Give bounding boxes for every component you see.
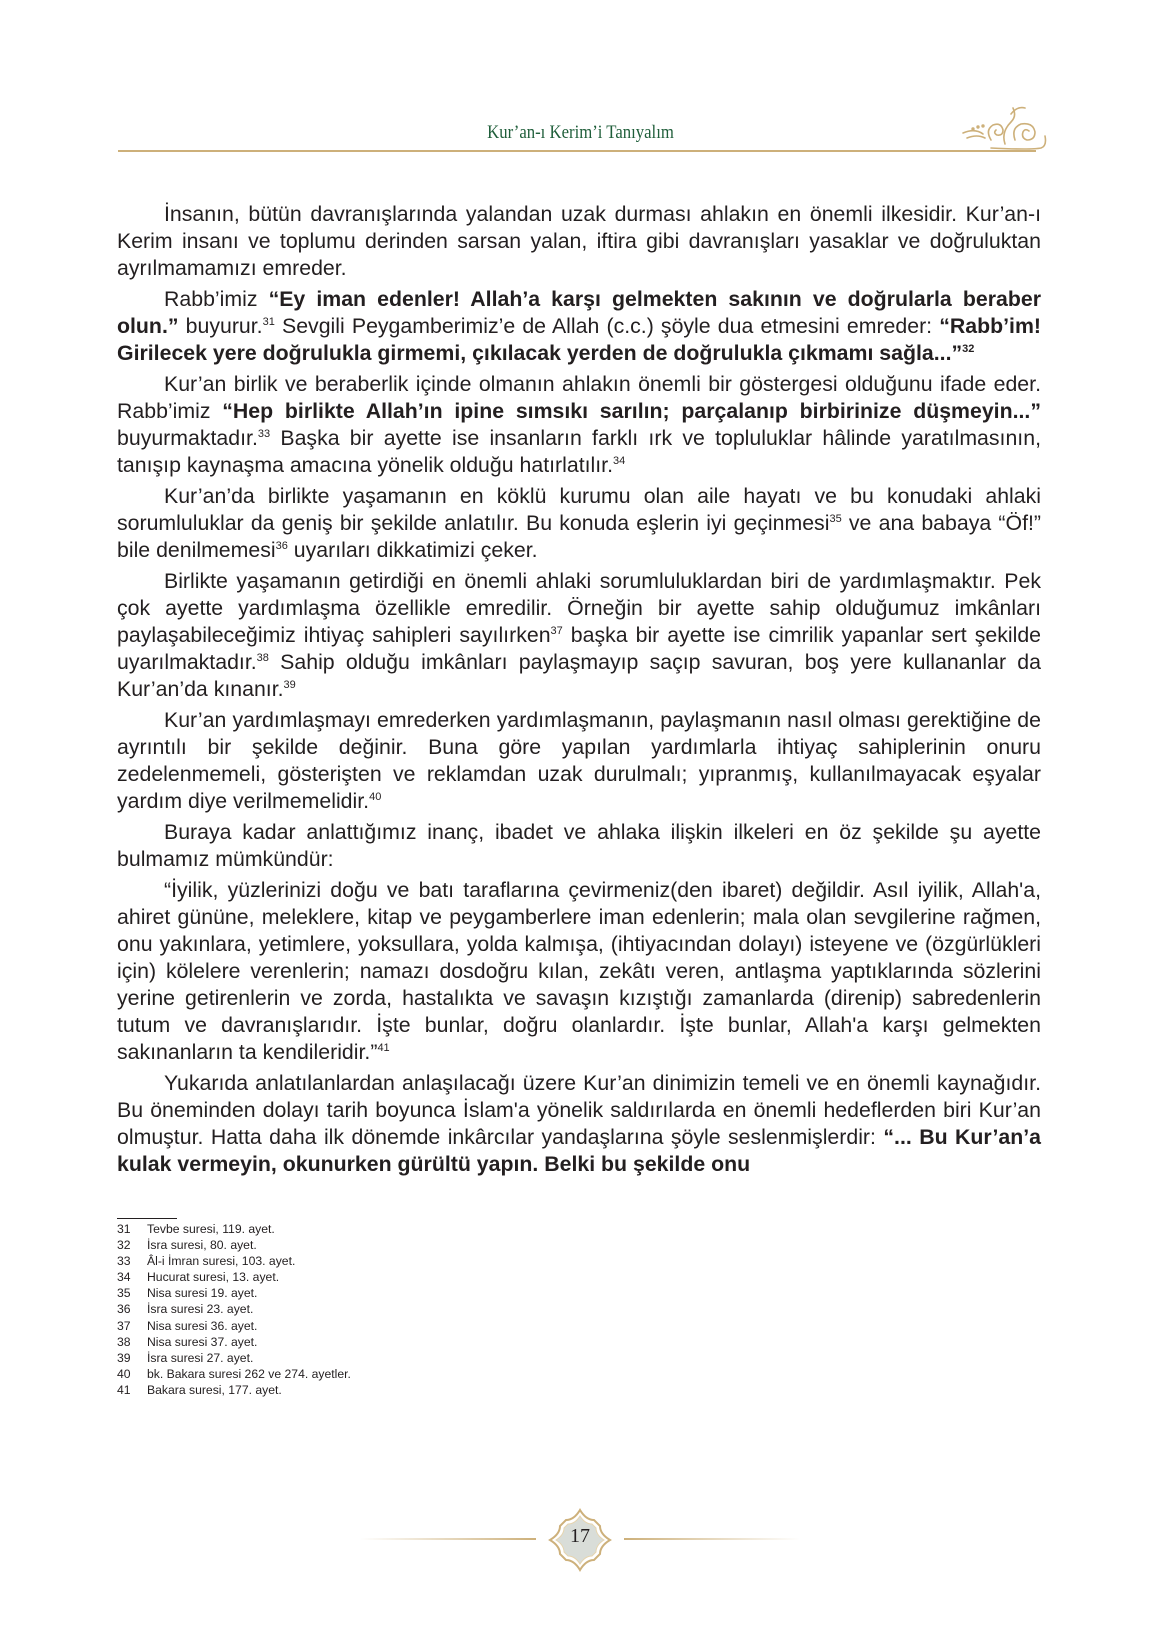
footnote-reference: 39 [283,679,296,691]
body-paragraph [117,568,1041,703]
body-paragraph [117,707,1041,815]
footnote-number: 40 [117,1366,131,1381]
body-paragraph [117,371,1041,479]
body-paragraph [117,286,1041,367]
text-run: Yukarıda anlatılanlardan anlaşılacağı üzere Kur’an dinimizin temeli ve en önemli kaynağıdır. Bu öneminden dolayı tarih boyunca İslam'a yönelik saldırılarda en önemli hedeflerden biri Kur’an olmuştur. Hatta daha ilk dönemde inkârcılar yandaşlarına şöyle seslenmişlerdir: [117,1071,1041,1149]
footnote-text: Nisa suresi 36. ayet. [147,1318,258,1333]
quoted-verse: “Ey iman edenler! Allah’a karşı gelmekten sakının ve doğrularla beraber olun.” [117,287,1041,338]
footnote-number: 31 [117,1222,131,1236]
text-run: Kur’an’da birlikte yaşamanın en köklü kurumu olan aile hayatı ve bu konudaki ahlaki sorumluluklar da geniş bir şekilde anlatılır. Bu konuda eşlerin iyi geçinmesi [117,484,1041,535]
body-paragraph [117,201,1041,282]
footer-rule-right [624,1538,800,1540]
golden-swirl-ornament-icon [961,100,1047,154]
text-run: Rabb’imiz [164,287,269,311]
text-run: Birlikte yaşamanın getirdiği en önemli ahlaki sorumluluklardan biri de yardımlaşmaktır. Pek çok ayette yardımlaşma özellikle emredilir. Örneğin bir ayette sahip olduğumuz imkânları paylaşabileceğimiz ihtiyaç sahipleri sayılırken [117,569,1041,647]
text-run: Kur’an yardımlaşmayı emrederken yardımlaşmanın, paylaşmanın nasıl olması gerektiğine de ayrıntılı bir şekilde değinir. Buna göre yapılan yardımlarla ihtiyaç sahiplerinin onuru zedelenmemeli, gösterişten ve reklamdan uzak durulmalı; yıpranmış, kullanılmayacak eşyalar yardım diye verilmemelidir. [117,708,1041,813]
footnote-text: Nisa suresi 37. ayet. [147,1334,258,1349]
body-paragraph [117,877,1041,1066]
text-run: başka bir ayette ise cimrilik yapanlar sert şekilde uyarılmaktadır. [117,623,1042,674]
footnote-item [117,1301,351,1317]
footnote-text: İsra suresi, 80. ayet. [147,1238,257,1253]
footnote-separator [117,1218,177,1219]
footnote-item [117,1269,351,1285]
footnote-text: Bakara suresi, 177. ayet. [147,1382,282,1397]
header-title: Kur’an-ı Kerim’i Tanıyalım [487,122,674,143]
text-run: “İyilik, yüzlerinizi doğu ve batı taraflarına çevirmeniz(den ibaret) değildir. Asıl iyilik, Allah'a, ahiret gününe, meleklere, kitap ve peygamberlere iman edenlerin; mala olan sevgilerine rağmen, onu yakınlara, yetimlere, yoksullara, yolda kalmışa, (ihtiyacından dolayı) isteyene ve (özgürlükleri için) kölelere verenlerin; namazı dosdoğru kılan, zekâtı veren, antlaşma yaptıklarında sözlerini yerine getirenlerin ve zorda, hastalıkta ve savaşın kızıştığı zamanlarda (direnip) sabredenlerin tutum ve davranışlarıdır. İşte bunlar, doğru olanlardır. İşte bunlar, Allah'a karşı gelmekten sakınanların ta kendileridir.” [117,878,1041,1064]
text-run: ve ana babaya “Öf!” bile denilmemesi [117,511,1041,562]
footnote-reference: 38 [256,652,269,664]
text-run: Sahip olduğu imkânları paylaşmayıp saçıp savuran, boş yere kullananlar da Kur’an’da kınanır. [117,650,1041,701]
footnote-item [117,1334,351,1350]
footnote-reference: 34 [613,455,626,467]
text-run: Kur’an birlik ve beraberlik içinde olmanın ahlakın önemli bir göstergesi olduğunu ifade eder. Rabb’imiz [117,372,1041,423]
footnote-reference: 37 [550,625,563,637]
footnote-number: 37 [117,1318,131,1333]
footnote-item [117,1366,351,1382]
footnote-text: Nisa suresi 19. ayet. [147,1286,258,1301]
footnote-number: 34 [117,1270,131,1285]
footnote-number: 41 [117,1382,131,1397]
footnote-number: 36 [117,1302,131,1317]
body-paragraph [117,1070,1041,1178]
quoted-verse: “... Bu Kur’an’a kulak vermeyin, okunurken gürültü yapın. Belki bu şekilde onu [117,1125,1041,1176]
footnote-text: İsra suresi 27. ayet. [147,1350,254,1365]
footnote-item [117,1285,351,1301]
footnote-reference: 36 [275,540,288,552]
text-run: Sevgili Peygamberimiz’e de Allah (c.c.) şöyle dua etmesini emreder: [274,314,940,338]
footnote-text: İsra suresi 23. ayet. [147,1302,254,1317]
body-paragraph [117,483,1041,564]
footnote-item [117,1253,351,1269]
page-footer [360,1500,800,1580]
quoted-verse: “Hep birlikte Allah’ın ipine sımsıkı sarılın; parçalanıp birbirinize düşmeyin...” [222,399,1041,423]
footnote-text: bk. Bakara suresi 262 ve 274. ayetler. [147,1366,351,1381]
text-run: uyarıları dikkatimizi çeker. [287,538,538,562]
footnote-reference: 33 [257,428,271,440]
footnote-text: Hucurat suresi, 13. ayet. [147,1270,280,1285]
text-run: Buraya kadar anlattığımız inanç, ibadet ve ahlaka ilişkin ilkeleri en öz şekilde şu ayette bulmamız mümkündür: [117,820,1041,871]
text-run: buyurur. [178,314,263,338]
text-run: buyurmaktadır. [117,426,258,450]
footnote-reference: 35 [829,513,842,525]
footnote-item [117,1237,351,1253]
footnotes [117,1221,351,1398]
footnote-item [117,1350,351,1366]
footnote-reference: 40 [369,791,382,803]
footer-rule-left [360,1538,536,1540]
page-number: 17 [570,1525,590,1547]
text-run: İnsanın, bütün davranışlarında yalandan uzak durması ahlakın en önemli ilkesidir. Kur’an-ı Kerim insanı ve toplumu derinden sarsan yalan, iftira gibi davranışları yasaklar ve doğruluktan ayrılmamamızı emreder. [117,202,1041,280]
footnote-number: 32 [117,1238,131,1253]
running-header [118,100,1043,156]
footnote-item [117,1318,351,1334]
footnote-item [117,1221,351,1237]
footnote-number: 38 [117,1334,131,1349]
quoted-verse: “Rabb’im! Girilecek yere doğrulukla girmemi, çıkılacak yerden de doğrulukla çıkmamı sağla...” [117,314,1041,365]
footnote-item [117,1382,351,1398]
footnote-number: 39 [117,1350,131,1365]
footnote-number: 35 [117,1286,131,1301]
footnote-reference: 32 [962,343,975,355]
text-run: Başka bir ayette ise insanların farklı ırk ve topluluklar hâlinde yaratılmasının, tanışıp kaynaşma amacına yönelik olduğu hatırlatılır. [117,426,1041,477]
body-paragraph [117,819,1041,873]
footnote-text: Âl-i İmran suresi, 103. ayet. [147,1254,296,1269]
footnote-text: Tevbe suresi, 119. ayet. [147,1222,275,1236]
footnote-reference: 41 [377,1042,390,1054]
header-rule [118,150,1036,152]
footnote-number: 33 [117,1254,131,1269]
body-text [117,201,1041,1182]
footnote-reference: 31 [262,316,275,328]
